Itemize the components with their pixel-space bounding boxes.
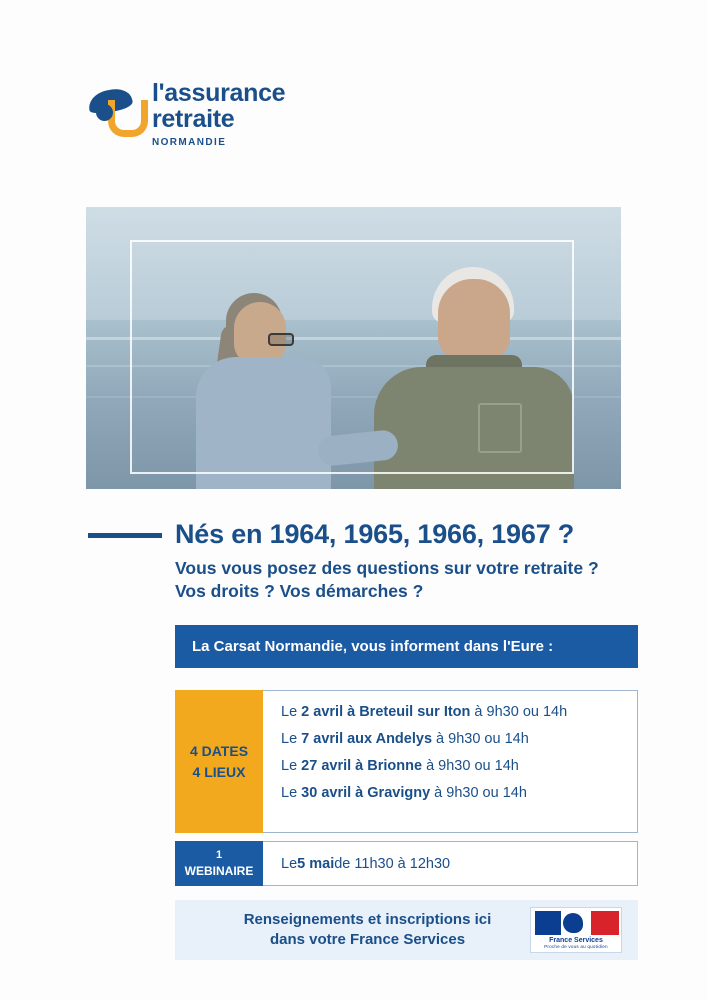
date-suffix-0: à 9h30 ou 14h: [470, 704, 568, 720]
list-item: [281, 786, 637, 802]
subtitle-line-2: Vos droits ? Vos démarches ?: [175, 581, 424, 602]
footer-text: [175, 910, 530, 951]
webinar-section: [175, 841, 638, 886]
footer-cta[interactable]: [175, 900, 638, 960]
dates-list: [263, 690, 638, 833]
footer-line-1: Renseignements et inscriptions ici: [243, 910, 492, 928]
date-bold-3: 30 avril à Gravigny: [301, 784, 431, 801]
logo-text: [152, 80, 285, 148]
date-bold-1: 7 avril aux Andelys: [301, 730, 433, 747]
logo-line-1: l'assurance: [152, 79, 286, 107]
dates-badge-line-1: 4 DATES: [189, 742, 249, 759]
page-subtitle: [175, 557, 599, 603]
webinar-suffix: de 11h30 à 12h30: [334, 855, 451, 872]
france-services-tagline: Proche de vous au quotidien: [544, 944, 608, 949]
french-flag-icon: [535, 911, 619, 935]
date-suffix-2: à 9h30 ou 14h: [422, 757, 519, 774]
couple-seaside-photo: [86, 207, 621, 489]
page-title: Nés en 1964, 1965, 1966, 1967 ?: [175, 519, 575, 549]
date-prefix-0: Le: [281, 704, 302, 720]
dates-section: [175, 690, 638, 833]
date-bold-0: 2 avril à Breteuil sur Iton: [301, 704, 471, 720]
info-band: [175, 625, 638, 668]
webinar-badge: [175, 841, 263, 886]
info-band-text: La Carsat Normandie, vous informent dans l'Eure :: [192, 638, 554, 655]
logo-region: NORMANDIE: [152, 136, 227, 148]
webinar-bold: 5 mai: [297, 855, 335, 872]
date-prefix-1: Le: [281, 730, 302, 747]
date-suffix-1: à 9h30 ou 14h: [432, 730, 529, 747]
subtitle-line-1: Vous vous posez des questions sur votre retraite ?: [175, 558, 599, 578]
photo-frame-overlay: [130, 240, 574, 474]
assurance-retraite-logo: [88, 80, 285, 148]
date-suffix-3: à 9h30 ou 14h: [430, 784, 527, 801]
dates-badge: [175, 690, 263, 833]
logo-mark-icon: [88, 84, 144, 140]
dates-badge-line-2: 4 LIEUX: [192, 763, 246, 780]
list-item: [281, 705, 637, 721]
date-bold-2: 27 avril à Brionne: [301, 757, 423, 774]
list-item: [281, 759, 637, 775]
france-services-name: France Services: [549, 937, 603, 944]
date-prefix-2: Le: [281, 757, 302, 774]
france-services-logo: [530, 907, 622, 953]
webinar-date-line: [263, 841, 638, 886]
webinar-prefix: Le: [281, 855, 298, 872]
footer-line-2: dans votre France Services: [269, 931, 466, 948]
list-item: [281, 732, 637, 748]
webinar-count: 1: [215, 848, 223, 861]
headline-rule: [88, 533, 162, 538]
webinar-badge-label: WEBINAIRE: [184, 863, 254, 878]
date-prefix-3: Le: [281, 784, 302, 801]
logo-line-2: retraite: [152, 105, 235, 134]
